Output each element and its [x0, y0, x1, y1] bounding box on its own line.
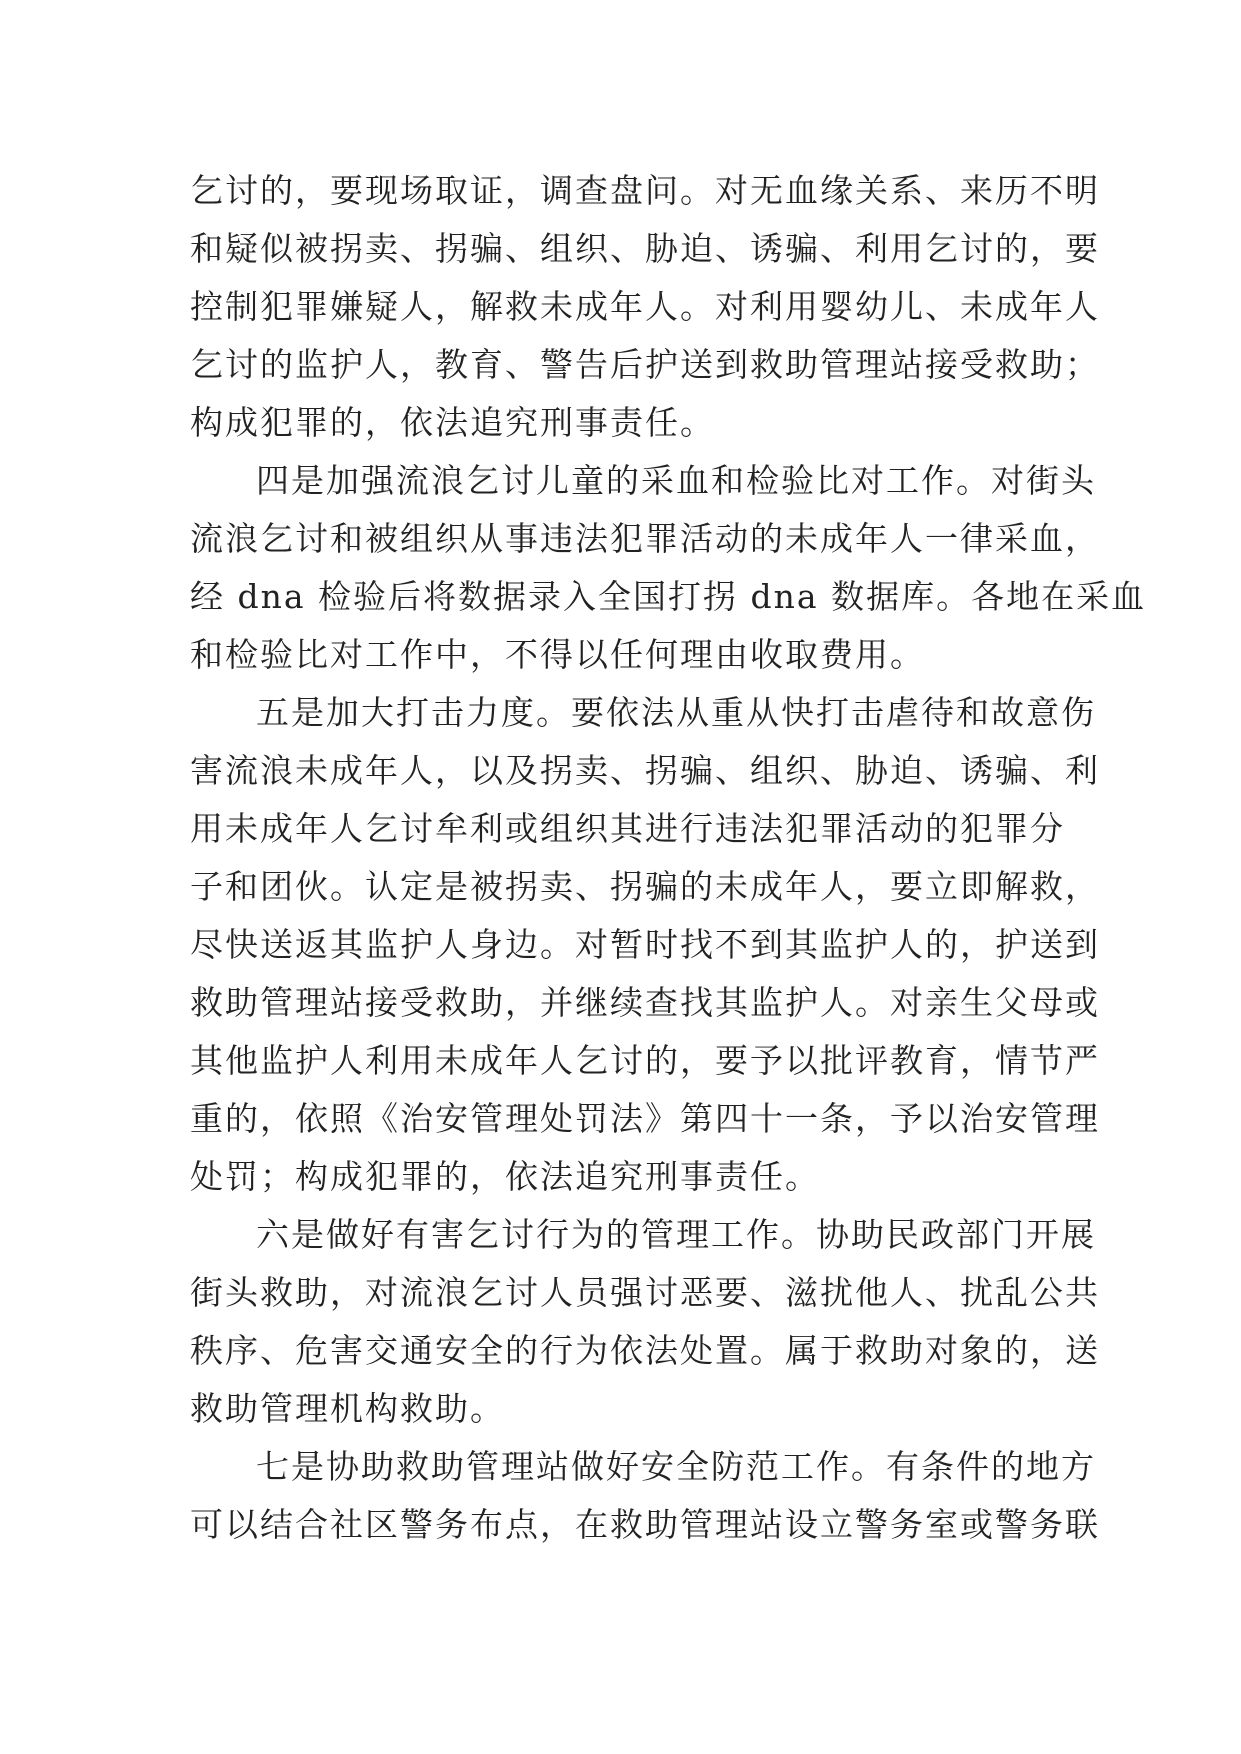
text-line: 重的，依照《治安管理处罚法》第四十一条，予以治安管理: [190, 1099, 1100, 1138]
document-body: [190, 162, 1147, 1554]
paragraph-first-line: 六是做好有害乞讨行为的管理工作。协助民政部门开展: [256, 1215, 1096, 1254]
text-line: 救助管理机构救助。: [190, 1389, 505, 1428]
text-line: 构成犯罪的，依法追究刑事责任。: [190, 403, 715, 442]
text-line: 救助管理站接受救助，并继续查找其监护人。对亲生父母或: [190, 983, 1100, 1022]
text-line: 子和团伙。认定是被拐卖、拐骗的未成年人，要立即解救，: [190, 867, 1100, 906]
text-line: 和检验比对工作中，不得以任何理由收取费用。: [190, 635, 925, 674]
text-line: 害流浪未成年人，以及拐卖、拐骗、组织、胁迫、诱骗、利: [190, 751, 1100, 790]
text-line: 控制犯罪嫌疑人，解救未成年人。对利用婴幼儿、未成年人: [190, 287, 1100, 326]
paragraph-first-line: 五是加大打击力度。要依法从重从快打击虐待和故意伤: [256, 693, 1096, 732]
text-line: 流浪乞讨和被组织从事违法犯罪活动的未成年人一律采血，: [190, 519, 1100, 558]
text-line: 用未成年人乞讨牟利或组织其进行违法犯罪活动的犯罪分: [190, 809, 1065, 848]
text-line: 和疑似被拐卖、拐骗、组织、胁迫、诱骗、利用乞讨的，要: [190, 229, 1100, 268]
text-line: 经 dna 检验后将数据录入全国打拐 dna 数据库。各地在采血: [190, 577, 1147, 616]
paragraph-first-line: 七是协助救助管理站做好安全防范工作。有条件的地方: [256, 1447, 1096, 1486]
text-line: 街头救助，对流浪乞讨人员强讨恶要、滋扰他人、扰乱公共: [190, 1273, 1100, 1312]
text-line: 乞讨的监护人，教育、警告后护送到救助管理站接受救助；: [190, 345, 1100, 384]
text-line: 其他监护人利用未成年人乞讨的，要予以批评教育，情节严: [190, 1041, 1100, 1080]
text-line: 处罚；构成犯罪的，依法追究刑事责任。: [190, 1157, 820, 1196]
paragraph-first-line: 四是加强流浪乞讨儿童的采血和检验比对工作。对街头: [256, 461, 1096, 500]
text-line: 可以结合社区警务布点，在救助管理站设立警务室或警务联: [190, 1505, 1100, 1544]
text-line: 秩序、危害交通安全的行为依法处置。属于救助对象的，送: [190, 1331, 1100, 1370]
text-line: 尽快送返其监护人身边。对暂时找不到其监护人的，护送到: [190, 925, 1100, 964]
text-line: 乞讨的，要现场取证，调查盘问。对无血缘关系、来历不明: [190, 171, 1100, 210]
